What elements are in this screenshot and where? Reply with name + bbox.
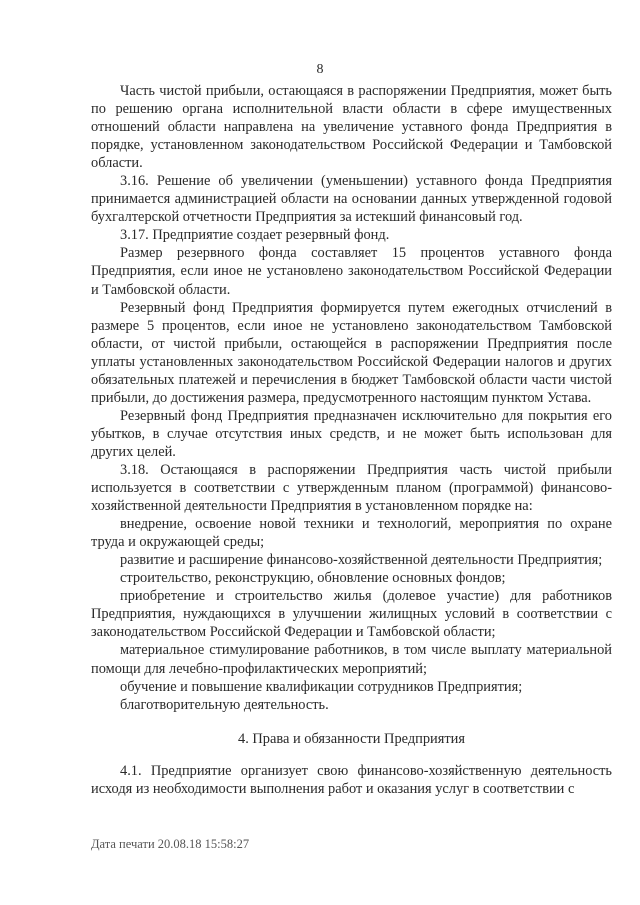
list-item: приобретение и строительство жилья (долевое участие) для работников Предприятия, нуждающихся в улучшении жилищных условий в соответствии с законодательством Российской Федерации и Тамбовской области; — [91, 588, 612, 641]
list-item: развитие и расширение финансово-хозяйственной деятельности Предприятия; — [120, 552, 603, 569]
list-item: строительство, реконструкцию, обновление основных фондов; — [120, 570, 506, 587]
page-number: 8 — [316, 62, 324, 77]
paragraph: 3.18. Остающаяся в распоряжении Предприятия часть чистой прибыли используется в соответствии с утвержденным планом (программой) финансово-хозяйственной деятельности Предприятия в установленном порядке на: — [91, 461, 612, 515]
paragraph: 3.16. Решение об увеличении (уменьшении) уставного фонда Предприятия принимается администрацией области на основании данных утвержденной годовой бухгалтерской отчетности Предприятия за истекший финансовый год. — [91, 173, 612, 226]
paragraph: 4.1. Предприятие организует свою финансово-хозяйственную деятельность исходя из необходимости выполнения работ и оказания услуг в соответствии с — [91, 762, 612, 797]
list-item: материальное стимулирование работников, в том числе выплату материальной помощи для лечебно-профилактических мероприятий; — [91, 642, 612, 677]
section-heading: 4. Права и обязанности Предприятия — [238, 730, 465, 747]
list-item: внедрение, освоение новой техники и технологий, мероприятия по охране труда и окружающей среды; — [91, 516, 612, 551]
print-date-footer: Дата печати 20.08.18 15:58:27 — [91, 837, 250, 851]
list-item: благотворительную деятельность. — [120, 696, 329, 713]
paragraph: Размер резервного фонда составляет 15 процентов уставного фонда Предприятия, если иное не установлено законодательством Российской Федерации и Тамбовской области. — [91, 245, 612, 298]
paragraph: Резервный фонд Предприятия формируется путем ежегодных отчислений в размере 5 процентов, если иное не установлено законодательством Тамбовской области, от чистой прибыли, остающейся в распоряжении Предприятия после уплаты установленных законодательством Российской Федерации налогов и других обязательных платежей и перечисления в бюджет Тамбовской области части чистой прибыли, до достижения размера, предусмотренного настоящим пунктом Устава. — [91, 299, 612, 406]
paragraph: Часть чистой прибыли, остающаяся в распоряжении Предприятия, может быть по решению органа исполнительной власти области в сфере имущественных отношений области направлена на увеличение уставного фонда Предприятия в порядке, установленном законодательством Российской Федерации и Тамбовской области. — [91, 83, 612, 172]
list-item: обучение и повышение квалификации сотрудников Предприятия; — [120, 678, 523, 695]
paragraph: Резервный фонд Предприятия предназначен исключительно для покрытия его убытков, в случае отсутствия иных средств, и не может быть использован для других целей. — [91, 407, 612, 460]
document-body — [91, 82, 612, 798]
paragraph: 3.17. Предприятие создает резервный фонд. — [120, 227, 390, 244]
